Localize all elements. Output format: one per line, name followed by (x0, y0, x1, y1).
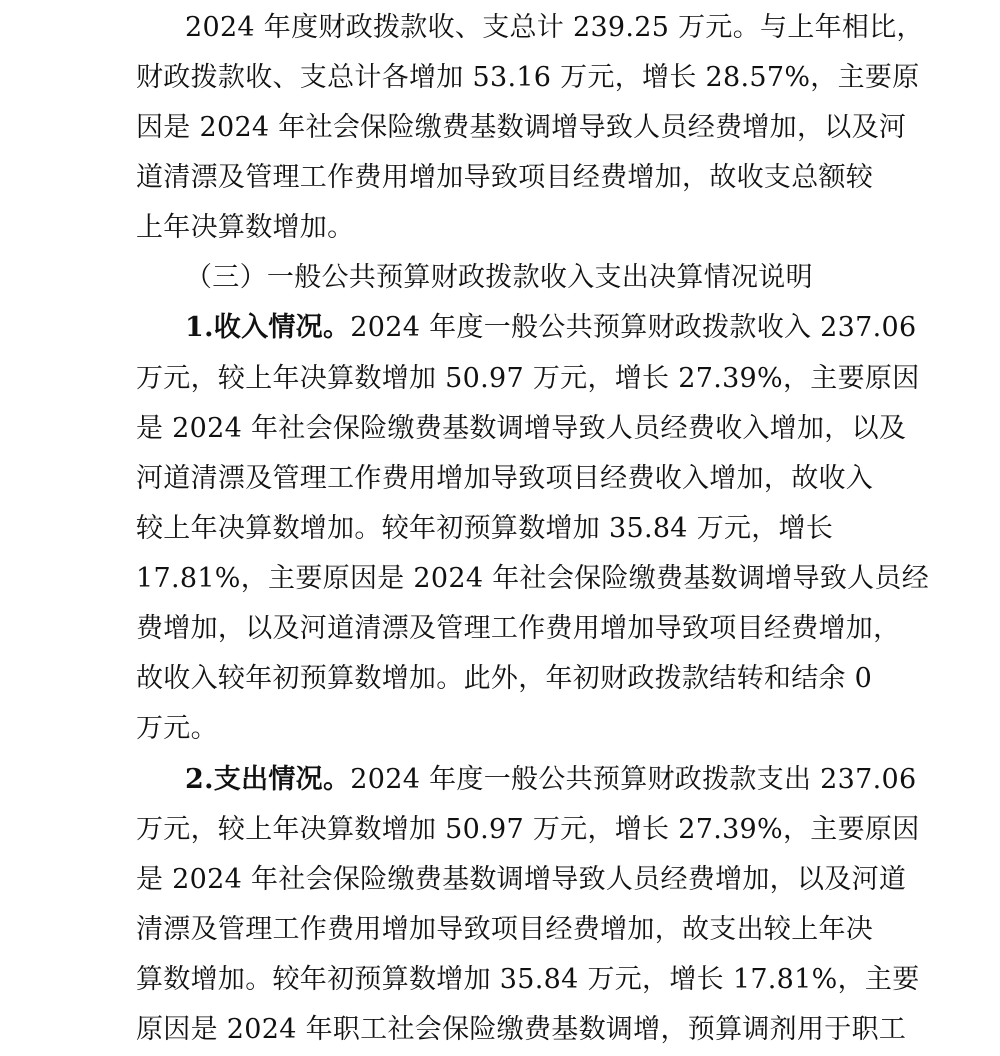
expense-line-2: 万元，较上年决算数增加 50.97 万元，增长 27.39%，主要原因 (136, 814, 920, 845)
income-line-7: 费增加，以及河道清漂及管理工作费用增加导致项目经费增加， (136, 613, 901, 644)
paragraph-line-5: 上年决算数增加。 (136, 212, 355, 243)
income-line-5: 较上年决算数增加。较年初预算数增加 35.84 万元，增长 (136, 513, 834, 544)
paragraph-line-3: 因是 2024 年社会保险缴费基数调增导致人员经费增加，以及河 (136, 112, 907, 143)
expense-line-5: 算数增加。较年初预算数增加 35.84 万元，增长 17.81%，主要 (136, 964, 920, 995)
income-line-8: 故收入较年初预算数增加。此外，年初财政拨款结转和结余 0 (136, 663, 873, 694)
expense-line-1-rest: 2024 年度一般公共预算财政拨款支出 237.06 (350, 764, 917, 795)
income-line-4: 河道清漂及管理工作费用增加导致项目经费收入增加，故收入 (136, 463, 874, 494)
paragraph-line-1: 2024 年度财政拨款收、支总计 239.25 万元。与上年相比， (185, 12, 924, 43)
expense-line-1 (185, 762, 917, 798)
expense-line-3: 是 2024 年社会保险缴费基数调增导致人员经费增加，以及河道 (136, 864, 907, 895)
income-line-3: 是 2024 年社会保险缴费基数调增导致人员经费收入增加，以及 (136, 413, 907, 444)
income-line-9: 万元。 (136, 713, 218, 744)
income-line-2: 万元，较上年决算数增加 50.97 万元，增长 27.39%，主要原因 (136, 363, 920, 394)
expense-heading: 2.支出情况。 (185, 764, 351, 795)
income-line-1-rest: 2024 年度一般公共预算财政拨款收入 237.06 (350, 312, 917, 343)
income-heading: 1.收入情况。 (185, 312, 351, 343)
section-heading: （三）一般公共预算财政拨款收入支出决算情况说明 (185, 262, 813, 293)
paragraph-line-4: 道清漂及管理工作费用增加导致项目经费增加，故收支总额较 (136, 162, 874, 193)
income-line-6: 17.81%，主要原因是 2024 年社会保险缴费基数调增导致人员经 (136, 563, 930, 594)
expense-line-6: 原因是 2024 年职工社会保险缴费基数调增，预算调剂用于职工 (136, 1014, 907, 1045)
expense-line-4: 清漂及管理工作费用增加导致项目经费增加，故支出较上年决 (136, 914, 874, 945)
income-line-1 (185, 310, 917, 346)
paragraph-line-2: 财政拨款收、支总计各增加 53.16 万元，增长 28.57%，主要原 (136, 62, 920, 93)
